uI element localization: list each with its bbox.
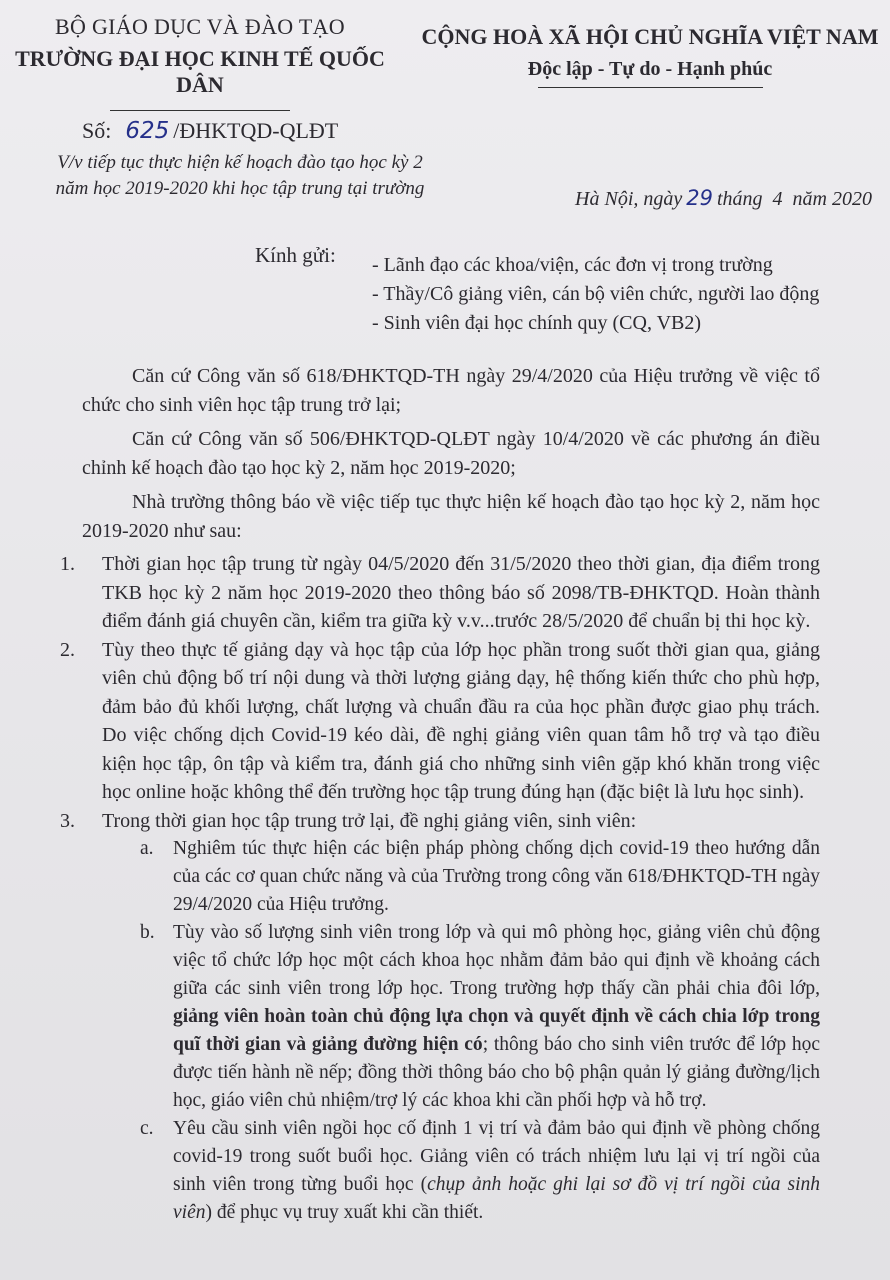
sub-item-text (173, 919, 820, 1115)
date-month: 4 (772, 188, 783, 210)
issuer-header (0, 14, 400, 111)
preamble-paragraph: Căn cứ Công văn số 506/ĐHKTQD-QLĐT ngày 10/4/2020 về các phương án điều chỉnh kế hoạch đào tạo học kỳ 2, năm học 2019-2020; (82, 428, 820, 479)
ministry-name: BỘ GIÁO DỤC VÀ ĐÀO TẠO (55, 14, 345, 39)
list-item (60, 636, 820, 807)
list-item-text: Thời gian học tập trung từ ngày 04/5/2020 đến 31/5/2020 theo thời gian, địa điểm trong TKB học kỳ 2 năm học 2019-2020 theo thông báo số 2098/TB-ĐHKTQD. Hoàn thành điểm đánh giá chuyên cần, kiểm tra giữa kỳ v.v...trước 28/5/2020 để chuẩn bị thi học kỳ. (102, 553, 820, 632)
recipient-item: - Thầy/Cô giảng viên, cán bộ viên chức, người lao động (372, 283, 820, 305)
document-subject (55, 150, 425, 202)
recipients-list (372, 251, 819, 338)
subject-line-1: V/v tiếp tục thực hiện kế hoạch đào tạo học kỳ 2 (57, 152, 423, 173)
sub-item-text-part: Tùy vào số lượng sinh viên trong lớp và qui mô phòng học, giảng viên chủ động việc tổ chức lớp học một cách khoa học nhằm đảm bảo qui định về khoảng cách giữa các sinh viên trong lớp học. Trong trường hợp thấy cần phải chia đôi lớp, (173, 922, 820, 999)
date-day-handwritten: 29 (686, 186, 713, 210)
sub-item-bold-text: giảng viên hoàn toàn chủ động lựa chọn và quyết định về cách chia lớp trong quĩ thời gian và giảng đường hiện có (173, 1006, 820, 1055)
numbered-list (60, 550, 820, 1227)
list-item (60, 550, 820, 636)
date-year: năm 2020 (792, 188, 872, 210)
sub-item (140, 835, 820, 919)
sub-item-text: Nghiêm túc thực hiện các biện pháp phòng chống dịch covid-19 theo hướng dẫn của các cơ quan chức năng và của Trường trong công văn 618/ĐHKTQD-TH ngày 29/4/2020 của Hiệu trưởng. (173, 838, 820, 915)
preamble-paragraph: Căn cứ Công văn số 618/ĐHKTQD-TH ngày 29/4/2020 của Hiệu trưởng về việc tổ chức cho sinh viên học tập trung trở lại; (82, 365, 820, 416)
recipient-item: - Sinh viên đại học chính quy (CQ, VB2) (372, 312, 702, 334)
date-month-label: tháng (716, 188, 763, 210)
sub-item-letter: c. (140, 1118, 154, 1139)
sub-item (140, 1115, 820, 1227)
sub-item-text-part: ) để phục vụ truy xuất khi cần thiết. (205, 1202, 484, 1223)
list-item-number: 1. (60, 553, 75, 575)
sub-item-text-part: ; thông báo cho sinh viên trước để lớp học được tiến hành nề nếp; đồng thời thông báo cho bộ phận quản lý giảng đường/lịch học, giáo viên chủ nhiệm/trợ lý các khoa khi cần phối hợp và hỗ trợ. (173, 1034, 820, 1111)
preamble (82, 362, 820, 551)
national-motto: Độc lập - Tự do - Hạnh phúc (527, 58, 773, 80)
document-number (82, 118, 338, 144)
sub-item-letter: b. (140, 922, 155, 943)
sub-item-italic-text: chụp ảnh hoặc ghi lại sơ đồ vị trí ngồi của sinh viên (173, 1174, 821, 1223)
list-item-text: Tùy theo thực tế giảng dạy và học tập của lớp học phần trong suốt thời gian qua, giảng viên chủ động bố trí nội dung và thời lượng giảng dạy, hệ thống kiến thức cho phù hợp, đảm bảo đủ khối lượng, chất lượng và chuẩn đầu ra của học phần được giao phụ trách. Do việc chống dịch Covid-19 kéo dài, đề nghị giảng viên quan tâm hỗ trợ và tạo điều kiện học tập, ôn tập và kiểm tra, đánh giá cho những sinh viên gặp khó khăn trong việc học online hoặc không thể đến trường học tập trung đúng hạn (đặc biệt là lưu học sinh). (102, 638, 820, 803)
sub-item-letter: a. (140, 838, 154, 859)
doc-number-suffix: /ĐHKTQD-QLĐT (173, 118, 339, 143)
sub-item (140, 919, 820, 1115)
doc-number-prefix: Số: (82, 118, 112, 143)
republic-name: CỘNG HOÀ XÃ HỘI CHỦ NGHĨA VIỆT NAM (421, 24, 879, 49)
sub-item-text-part: Yêu cầu sinh viên ngồi học cố định 1 vị trí và đảm bảo qui định về phòng chống covid-19 trong suốt buổi học. Giảng viên có trách nhiệm lưu lại vị trí ngồi của sinh viên trong từng buổi học ( (173, 1118, 820, 1195)
doc-number-handwritten: 625 (125, 118, 170, 144)
list-item-number: 3. (60, 809, 75, 832)
motto-underline (538, 87, 763, 88)
recipients-label: Kính gửi: (255, 243, 336, 267)
preamble-paragraph: Nhà trường thông báo về việc tiếp tục thực hiện kế hoạch đào tạo học kỳ 2, năm học 2019-2020 như sau: (82, 491, 820, 542)
list-item (60, 807, 820, 836)
list-item-number: 2. (60, 638, 75, 661)
sub-item-text (173, 1115, 820, 1227)
date-prefix: Hà Nội, ngày (575, 188, 683, 210)
subject-line-2: năm học 2019-2020 khi học tập trung tại trường (55, 178, 425, 199)
document-date (575, 186, 872, 211)
list-item-text: Trong thời gian học tập trung trở lại, đề nghị giảng viên, sinh viên: (102, 809, 637, 832)
recipient-item: - Lãnh đạo các khoa/viện, các đơn vị trong trường (372, 254, 773, 276)
university-name: TRƯỜNG ĐẠI HỌC KINH TẾ QUỐC DÂN (15, 46, 385, 97)
header-underline (110, 110, 290, 111)
national-header (415, 24, 885, 88)
